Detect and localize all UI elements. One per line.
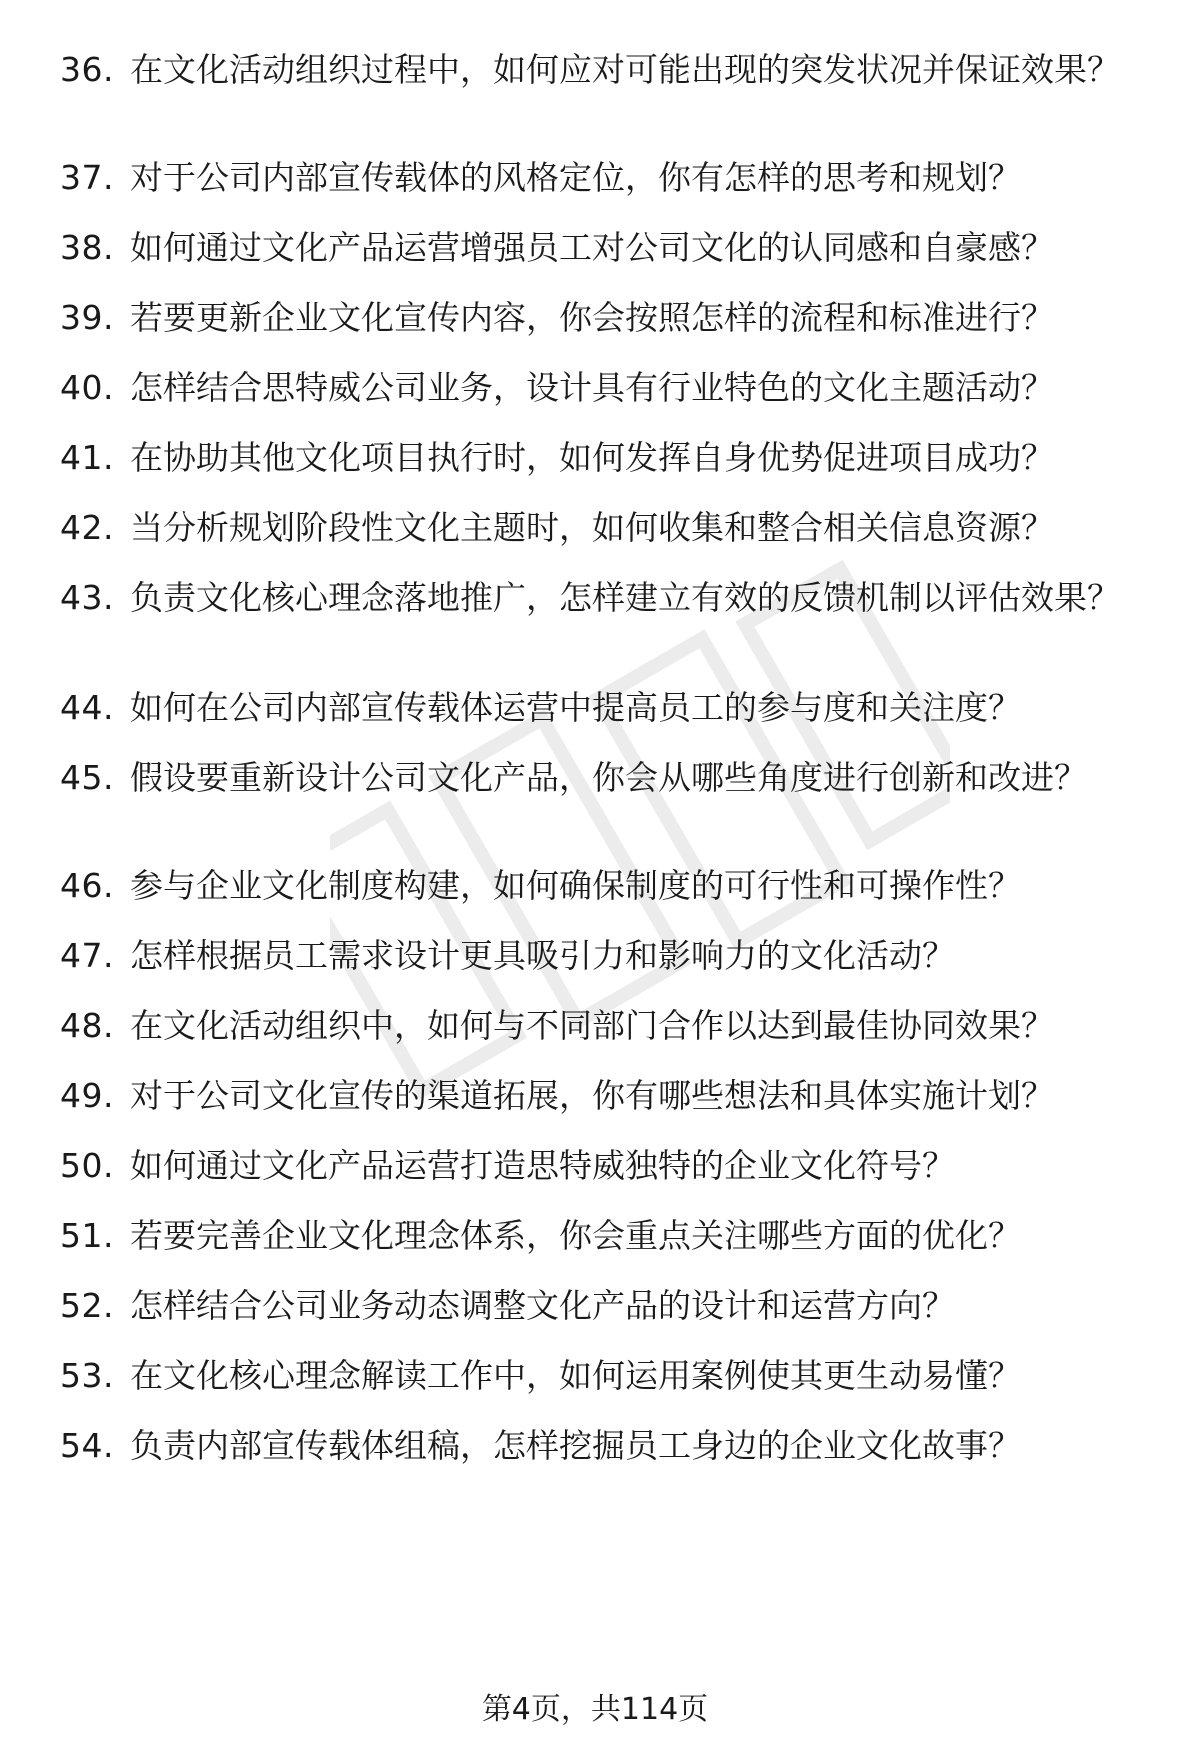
question-text: 负责文化核心理念落地推广，怎样建立有效的反馈机制以评估效果？ <box>130 578 1120 617</box>
question-text: 负责内部宣传载体组稿，怎样挖掘员工身边的企业文化故事？ <box>130 1426 1021 1465</box>
question-number: 39. <box>60 298 114 337</box>
question-text: 如何在公司内部宣传载体运营中提高员工的参与度和关注度？ <box>130 688 1021 727</box>
question-number: 43. <box>60 578 114 617</box>
question-text: 若要更新企业文化宣传内容，你会按照怎样的流程和标准进行？ <box>130 298 1054 337</box>
question-number: 48. <box>60 1006 114 1045</box>
question-item-38 <box>60 226 1150 270</box>
question-item-36 <box>60 48 1150 92</box>
question-item-40 <box>60 366 1150 410</box>
question-text: 假设要重新设计公司文化产品，你会从哪些角度进行创新和改进？ <box>130 758 1087 797</box>
question-item-48 <box>60 1004 1150 1048</box>
question-number: 40. <box>60 368 114 407</box>
question-item-45 <box>60 756 1150 800</box>
question-item-52 <box>60 1284 1150 1328</box>
question-text: 若要完善企业文化理念体系，你会重点关注哪些方面的优化？ <box>130 1216 1021 1255</box>
question-number: 38. <box>60 228 114 267</box>
question-number: 51. <box>60 1216 114 1255</box>
question-number: 45. <box>60 758 114 797</box>
question-text: 对于公司文化宣传的渠道拓展，你有哪些想法和具体实施计划？ <box>130 1076 1054 1115</box>
question-number: 41. <box>60 438 114 477</box>
question-number: 53. <box>60 1356 114 1395</box>
question-item-51 <box>60 1214 1150 1258</box>
question-item-44 <box>60 686 1150 730</box>
question-text: 如何通过文化产品运营增强员工对公司文化的认同感和自豪感？ <box>130 228 1054 267</box>
question-item-46 <box>60 864 1150 908</box>
question-number: 49. <box>60 1076 114 1115</box>
question-number: 42. <box>60 508 114 547</box>
question-number: 44. <box>60 688 114 727</box>
question-number: 36. <box>60 50 114 89</box>
question-item-50 <box>60 1144 1150 1188</box>
question-number: 52. <box>60 1286 114 1325</box>
question-item-53 <box>60 1354 1150 1398</box>
question-text: 参与企业文化制度构建，如何确保制度的可行性和可操作性？ <box>130 866 1021 905</box>
question-item-43 <box>60 576 1150 620</box>
question-text: 怎样结合公司业务动态调整文化产品的设计和运营方向？ <box>130 1286 955 1325</box>
question-item-37 <box>60 156 1150 200</box>
question-number: 46. <box>60 866 114 905</box>
question-text: 怎样根据员工需求设计更具吸引力和影响力的文化活动？ <box>130 936 955 975</box>
question-number: 47. <box>60 936 114 975</box>
question-number: 37. <box>60 158 114 197</box>
question-text: 如何通过文化产品运营打造思特威独特的企业文化符号？ <box>130 1146 955 1185</box>
question-number: 50. <box>60 1146 114 1185</box>
question-text: 怎样结合思特威公司业务，设计具有行业特色的文化主题活动？ <box>130 368 1054 407</box>
question-text: 在文化核心理念解读工作中，如何运用案例使其更生动易懂？ <box>130 1356 1021 1395</box>
question-item-49 <box>60 1074 1150 1118</box>
question-item-42 <box>60 506 1150 550</box>
page-number-label: 第4页，共114页 <box>481 1692 709 1727</box>
question-text: 对于公司内部宣传载体的风格定位，你有怎样的思考和规划？ <box>130 158 1021 197</box>
question-item-54 <box>60 1424 1150 1468</box>
question-text: 当分析规划阶段性文化主题时，如何收集和整合相关信息资源？ <box>130 508 1054 547</box>
page-footer <box>0 1690 1190 1730</box>
question-text: 在协助其他文化项目执行时，如何发挥自身优势促进项目成功？ <box>130 438 1054 477</box>
question-item-39 <box>60 296 1150 340</box>
question-text: 在文化活动组织过程中，如何应对可能出现的突发状况并保证效果？ <box>130 50 1120 89</box>
question-item-47 <box>60 934 1150 978</box>
question-number: 54. <box>60 1426 114 1465</box>
question-text: 在文化活动组织中，如何与不同部门合作以达到最佳协同效果？ <box>130 1006 1054 1045</box>
question-item-41 <box>60 436 1150 480</box>
